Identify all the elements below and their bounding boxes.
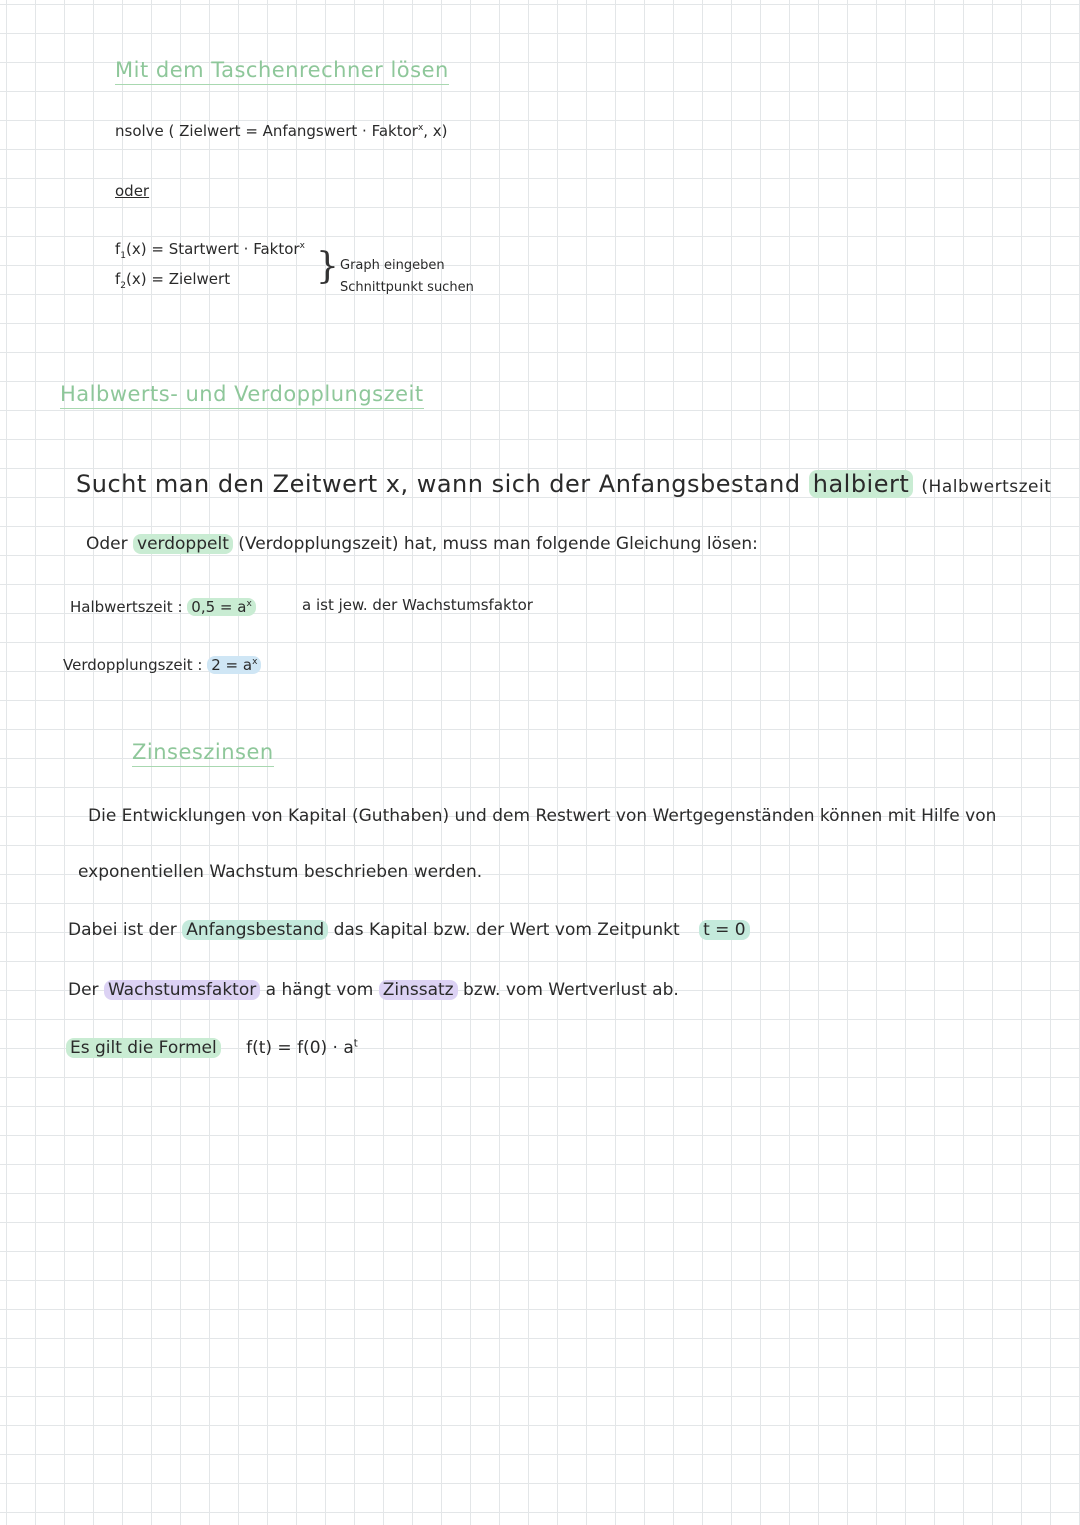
f1-sub: 1	[120, 251, 127, 261]
interest-line-3-start: Dabei ist der	[68, 920, 177, 940]
interest-line-2: exponentiellen Wachstum beschrieben werden.	[78, 862, 483, 882]
heading-calculator: Mit dem Taschenrechner lösen	[115, 58, 449, 85]
nsolve-formula	[115, 122, 448, 140]
brace-note-graph: Graph eingeben	[340, 258, 445, 273]
interest-formula-line	[66, 1038, 358, 1058]
heading-half-double: Halbwerts- und Verdopplungszeit	[60, 382, 424, 409]
interest-line-4	[68, 980, 679, 1000]
growth-factor-note: a ist jew. der Wachstumsfaktor	[302, 596, 533, 614]
halflife-equation	[70, 598, 256, 616]
highlight-wachstumsfaktor: Wachstumsfaktor	[104, 980, 260, 1000]
f1-formula	[115, 240, 305, 262]
nsolve-text: nsolve ( Zielwert = Anfangswert · Faktor	[115, 122, 418, 140]
interest-formula-text: f(t) = f(0) · a	[246, 1038, 354, 1058]
doubling-eq-exp: x	[252, 657, 258, 667]
f1-exponent: x	[299, 241, 305, 251]
nsolve-end: , x)	[423, 122, 448, 140]
highlight-anfangsbestand: Anfangsbestand	[182, 920, 328, 940]
highlight-zinssatz: Zinssatz	[379, 980, 458, 1000]
interest-formula-exp: t	[353, 1038, 358, 1050]
f1-rest: (x) = Startwert · Faktor	[126, 240, 300, 258]
oder-label: oder	[115, 182, 150, 200]
highlight-halbiert: halbiert	[809, 470, 914, 498]
highlight-formel: Es gilt die Formel	[66, 1038, 221, 1058]
doubling-eq-text: 2 = a	[211, 656, 253, 674]
halflife-line-1-text: Sucht man den Zeitwert x, wann sich der Anfangsbestand	[76, 470, 801, 498]
f2-rest: (x) = Zielwert	[126, 270, 231, 288]
interest-line-3-text: das Kapital bzw. der Wert vom Zeitpunkt	[333, 920, 680, 940]
highlight-t-zero: t = 0	[699, 920, 750, 940]
brace-note-intersection: Schnittpunkt suchen	[340, 280, 474, 295]
doubling-equation	[63, 656, 261, 674]
highlight-verdoppelt: verdoppelt	[133, 534, 233, 554]
halflife-line-1	[76, 470, 1051, 499]
halflife-eq	[187, 598, 255, 616]
interest-line-4-start: Der	[68, 980, 99, 1000]
f2-name: f	[115, 270, 121, 288]
halflife-line-2-start: Oder	[86, 534, 128, 554]
halflife-eq-exp: x	[246, 599, 252, 609]
interest-formula	[246, 1038, 358, 1058]
curly-brace-icon: }	[316, 246, 339, 287]
halflife-eq-text: 0,5 = a	[191, 598, 247, 616]
doubling-label: Verdopplungszeit :	[63, 656, 203, 674]
interest-line-3	[68, 920, 750, 940]
f1-name: f	[115, 240, 121, 258]
halflife-line-1-end: (Halbwertszeit	[921, 477, 1052, 497]
halflife-line-2-text: (Verdopplungszeit) hat, muss man folgende Gleichung lösen:	[238, 534, 758, 554]
nsolve-exponent: x	[417, 123, 424, 133]
halflife-line-2	[86, 534, 758, 554]
doubling-eq	[207, 656, 261, 674]
halflife-label: Halbwertszeit :	[70, 598, 183, 616]
interest-line-4-end: bzw. vom Wertverlust ab.	[463, 980, 679, 1000]
f2-formula	[115, 270, 230, 292]
heading-compound-interest: Zinseszinsen	[132, 740, 274, 767]
interest-line-1: Die Entwicklungen von Kapital (Guthaben) und dem Restwert von Wertgegenständen können mit Hilfe von	[88, 806, 997, 826]
f2-sub: 2	[120, 281, 127, 291]
interest-line-4-text: a hängt vom	[265, 980, 374, 1000]
